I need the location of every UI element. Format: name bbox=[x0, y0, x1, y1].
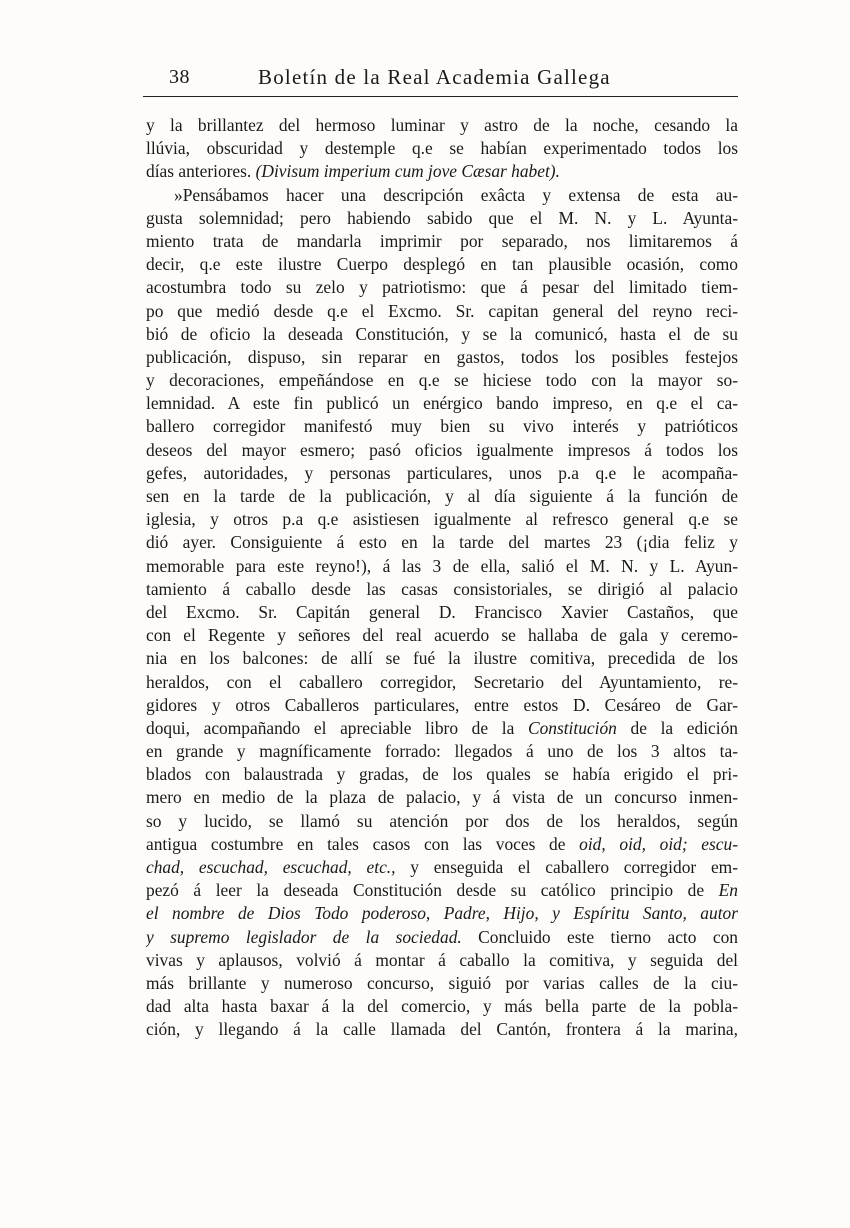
text-line bbox=[146, 786, 738, 809]
italic-text: oid, oid, oid; escu- bbox=[579, 833, 738, 854]
text-run: pezó á leer la deseada Constitución desde su católico principio de bbox=[146, 880, 719, 901]
text-run: blados con balaustrada y gradas, de los quales se había erigido el pri- bbox=[146, 764, 738, 785]
text-run: más brillante y numeroso concurso, siguió por varias calles de la ciu- bbox=[146, 972, 738, 993]
running-title: Boletín de la Real Academia Gallega bbox=[258, 65, 611, 89]
text-line bbox=[146, 926, 738, 949]
text-line bbox=[146, 1018, 738, 1041]
text-line bbox=[146, 415, 738, 438]
text-line bbox=[146, 508, 738, 531]
text-line bbox=[146, 114, 738, 137]
text-run: gusta solemnidad; pero habiendo sabido que el M. N. y L. Ayunta- bbox=[146, 207, 738, 228]
body-text bbox=[146, 114, 738, 1042]
text-line bbox=[146, 346, 738, 369]
text-run: y la brillantez del hermoso luminar y astro de la noche, cesando la bbox=[146, 115, 738, 135]
text-run: acostumbra todo su zelo y patriotismo: que á pesar del limitado tiem- bbox=[146, 277, 738, 298]
text-run: y decoraciones, empeñándose en q.e se hiciese todo con la mayor so- bbox=[146, 370, 738, 391]
text-line bbox=[146, 810, 738, 833]
text-run: dad alta hasta baxar á la del comercio, y más bella parte de la pobla- bbox=[146, 996, 738, 1017]
text-line bbox=[146, 972, 738, 995]
text-line bbox=[146, 462, 738, 485]
text-line bbox=[146, 253, 738, 276]
text-line bbox=[146, 439, 738, 462]
text-line bbox=[146, 995, 738, 1018]
text-run: lemnidad. A este fin publicó un enérgico bando impreso, en q.e el ca- bbox=[146, 393, 738, 414]
page-number: 38 bbox=[169, 66, 190, 88]
text-line bbox=[146, 671, 738, 694]
text-run: con el Regente y señores del real acuerdo se hallaba de gala y ceremo- bbox=[146, 625, 738, 646]
text-line bbox=[146, 763, 738, 786]
text-run: y enseguida el caballero corregidor em- bbox=[395, 857, 738, 877]
text-run: del Excmo. Sr. Capitán general D. Francisco Xavier Castaños, que bbox=[146, 601, 738, 622]
text-run: nia en los balcones: de allí se fué la ilustre comitiva, precedida de los bbox=[146, 648, 738, 669]
text-line bbox=[146, 601, 738, 624]
text-run: ballero corregidor manifestó muy bien su vivo interés y patrióticos bbox=[146, 416, 738, 437]
text-run: heraldos, con el caballero corregidor, Secretario del Ayuntamiento, re- bbox=[146, 671, 738, 692]
page-header bbox=[143, 64, 738, 97]
text-line bbox=[146, 230, 738, 253]
text-line bbox=[146, 879, 738, 902]
text-line bbox=[146, 207, 738, 230]
text-run: bió de oficio la deseada Constitución, y se la comunicó, hasta el de su bbox=[146, 323, 738, 344]
italic-text: y supremo legislador de la sociedad. bbox=[146, 926, 462, 947]
text-line bbox=[146, 184, 738, 207]
text-run: Concluido este tierno acto con bbox=[461, 926, 738, 947]
text-run: llúvia, obscuridad y destemple q.e se habían experimentado todos los bbox=[146, 138, 738, 159]
text-run: po que medió desde q.e el Excmo. Sr. capitan general del reyno reci- bbox=[146, 300, 738, 321]
text-run: tamiento á caballo desde las casas consistoriales, se dirigió al palacio bbox=[146, 578, 738, 599]
text-line bbox=[146, 276, 738, 299]
text-run: decir, q.e este ilustre Cuerpo desplegó en tan plausible ocasión, como bbox=[146, 254, 738, 275]
text-line bbox=[146, 717, 738, 740]
text-line bbox=[146, 300, 738, 323]
text-line bbox=[146, 323, 738, 346]
text-line bbox=[146, 555, 738, 578]
text-line bbox=[146, 902, 738, 925]
text-run: ción, y llegando á la calle llamada del Cantón, frontera á la marina, bbox=[146, 1019, 738, 1040]
italic-text: (Divisum imperium cum jove Cæsar habet). bbox=[255, 161, 560, 182]
italic-text: el nombre de Dios Todo poderoso, Padre, Hijo, y Espíritu Santo, autor bbox=[146, 903, 738, 924]
text-run: dió ayer. Consiguiente á esto en la tarde del martes 23 (¡dia feliz y bbox=[146, 532, 738, 553]
text-run: miento trata de mandarla imprimir por separado, nos limitaremos á bbox=[146, 230, 738, 251]
text-line bbox=[146, 531, 738, 554]
italic-text: Constitución bbox=[527, 717, 617, 738]
text-run: publicación, dispuso, sin reparar en gastos, todos los posibles festejos bbox=[146, 346, 738, 367]
text-run: »Pensábamos hacer una descripción exâcta y extensa de esta au- bbox=[174, 184, 738, 205]
text-run: vivas y aplausos, volvió á montar á caballo la comitiva, y seguida del bbox=[146, 949, 738, 970]
italic-text: En bbox=[718, 880, 738, 901]
text-line bbox=[146, 160, 738, 183]
text-line bbox=[146, 578, 738, 601]
text-run: so y lucido, se llamó su atención por dos de los heraldos, según bbox=[146, 810, 738, 831]
text-run: gidores y otros Caballeros particulares, entre estos D. Cesáreo de Gar- bbox=[146, 694, 738, 715]
text-run: antigua costumbre en tales casos con las voces de bbox=[146, 833, 580, 854]
text-run: iglesia, y otros p.a q.e asistiesen igualmente al refresco general q.e se bbox=[146, 509, 738, 530]
text-line bbox=[146, 369, 738, 392]
text-line bbox=[146, 624, 738, 647]
italic-text: chad, escuchad, escuchad, etc., bbox=[146, 857, 396, 877]
text-run: gefes, autoridades, y personas particulares, unos p.a q.e le acompaña- bbox=[146, 462, 738, 483]
text-line bbox=[146, 647, 738, 670]
text-run: doqui, acompañando el apreciable libro de la bbox=[146, 717, 528, 738]
text-run: días anteriores. bbox=[146, 161, 256, 182]
text-line bbox=[146, 392, 738, 415]
text-line bbox=[146, 137, 738, 160]
text-line bbox=[146, 485, 738, 508]
text-run: memorable para este reyno!), á las 3 de ella, salió el M. N. y L. Ayun- bbox=[146, 555, 738, 576]
text-run: mero en medio de la plaza de palacio, y á vista de un concurso inmen- bbox=[146, 787, 738, 808]
text-line bbox=[146, 833, 738, 856]
text-run: de la edición bbox=[616, 717, 738, 738]
text-line bbox=[146, 856, 738, 879]
text-run: sen en la tarde de la publicación, y al día siguiente á la función de bbox=[146, 486, 738, 506]
text-run: deseos del mayor esmero; pasó oficios igualmente impresos á todos los bbox=[146, 439, 738, 460]
text-line bbox=[146, 740, 738, 763]
text-run: en grande y magníficamente forrado: llegados á uno de los 3 altos ta- bbox=[146, 741, 738, 762]
text-line bbox=[146, 694, 738, 717]
text-line bbox=[146, 949, 738, 972]
